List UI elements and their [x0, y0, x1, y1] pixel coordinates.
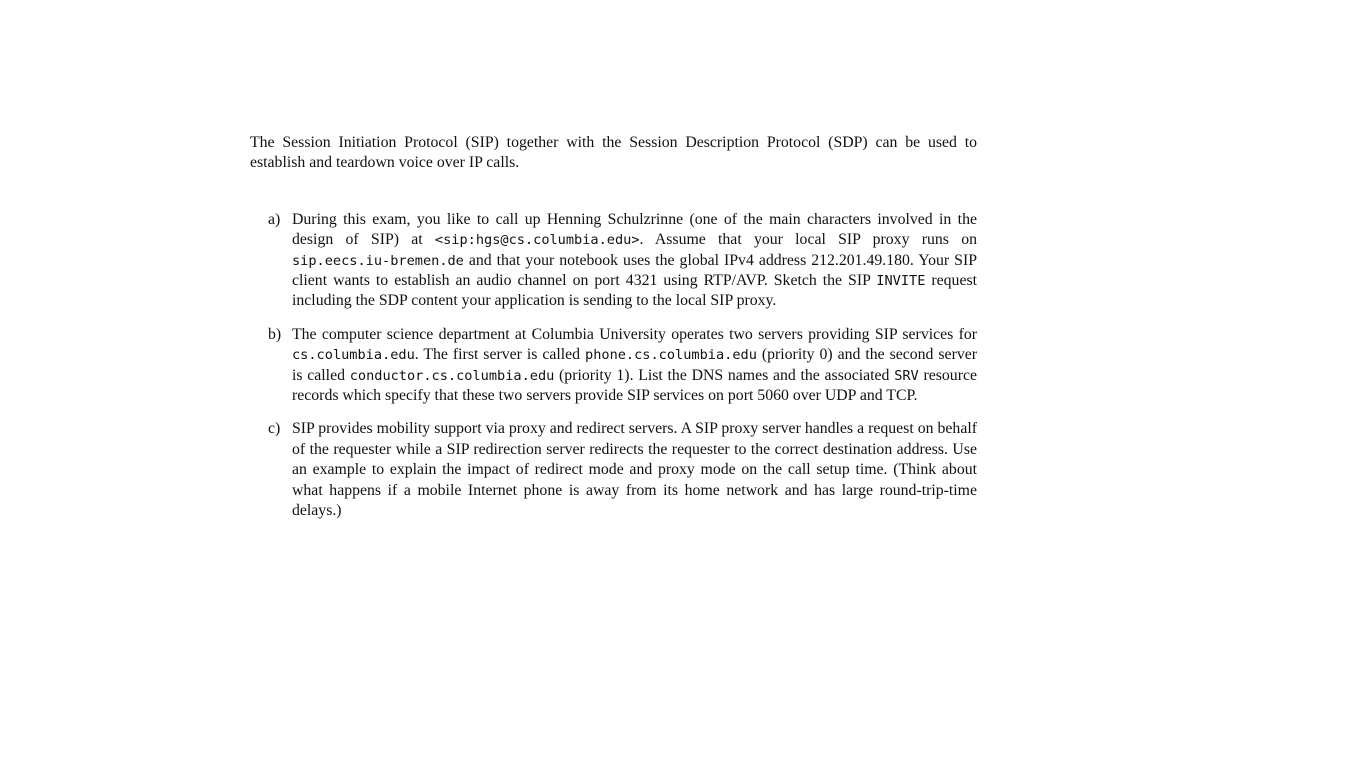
question-text: [292, 419, 977, 521]
text-segment: request including the SDP content your application is sending to the local SIP proxy.: [292, 272, 977, 310]
srv-record-type: SRV: [894, 367, 919, 384]
intro-paragraph: The Session Initiation Protocol (SIP) together with the Session Description Protocol (SDP) can be used to establish and teardown voice over IP calls.: [250, 134, 977, 172]
proxy-hostname: sip.eecs.iu-bremen.de: [292, 252, 464, 269]
text-segment: resource records which specify that these two servers provide SIP services on port 5060 over UDP and TCP.: [292, 366, 977, 405]
question-a: [250, 210, 977, 312]
text-segment: (priority 1). List the DNS names and the associated: [554, 366, 895, 384]
text-segment: . The first server is called: [414, 346, 586, 364]
first-server-hostname: phone.cs.columbia.edu: [585, 347, 757, 364]
question-c: [250, 419, 977, 521]
question-text: [292, 325, 977, 407]
question-text: [292, 210, 977, 312]
text-segment: (priority 0) and the second server is called: [292, 346, 977, 384]
exam-page: [250, 133, 977, 535]
question-list: [250, 210, 977, 522]
text-segment: The computer science department at Columbia University operates two servers providing SIP services for: [292, 325, 977, 343]
invite-method: INVITE: [876, 273, 926, 290]
domain-name: cs.columbia.edu: [292, 347, 415, 364]
second-server-hostname: conductor.cs.columbia.edu: [349, 367, 555, 384]
text-segment: SIP provides mobility support via proxy and redirect servers. A SIP proxy server handles a request on behalf of the requester while a SIP redirection server redirects the requester to the correct destination address. Use an example to explain the impact of redirect mode and proxy mode on the call setup time. (Think about what happens if a mobile Internet phone is away from its home network and has large round-trip-time delays.): [292, 420, 977, 520]
question-b: [250, 325, 977, 407]
text-segment: and that your notebook uses the global IPv4 address 212.201.49.180. Your SIP client wants to establish an audio channel on port 4321 using RTP/AVP. Sketch the SIP: [292, 251, 977, 290]
question-marker: a): [268, 210, 281, 228]
question-marker: b): [268, 325, 282, 343]
question-marker: c): [268, 420, 281, 438]
sip-uri: <sip:hgs@cs.columbia.edu>: [434, 232, 640, 249]
text-segment: . Assume that your local SIP proxy runs on: [639, 231, 977, 249]
text-segment: During this exam, you like to call up Henning Schulzrinne (one of the main characters involved in the design of SIP) at: [292, 210, 977, 249]
